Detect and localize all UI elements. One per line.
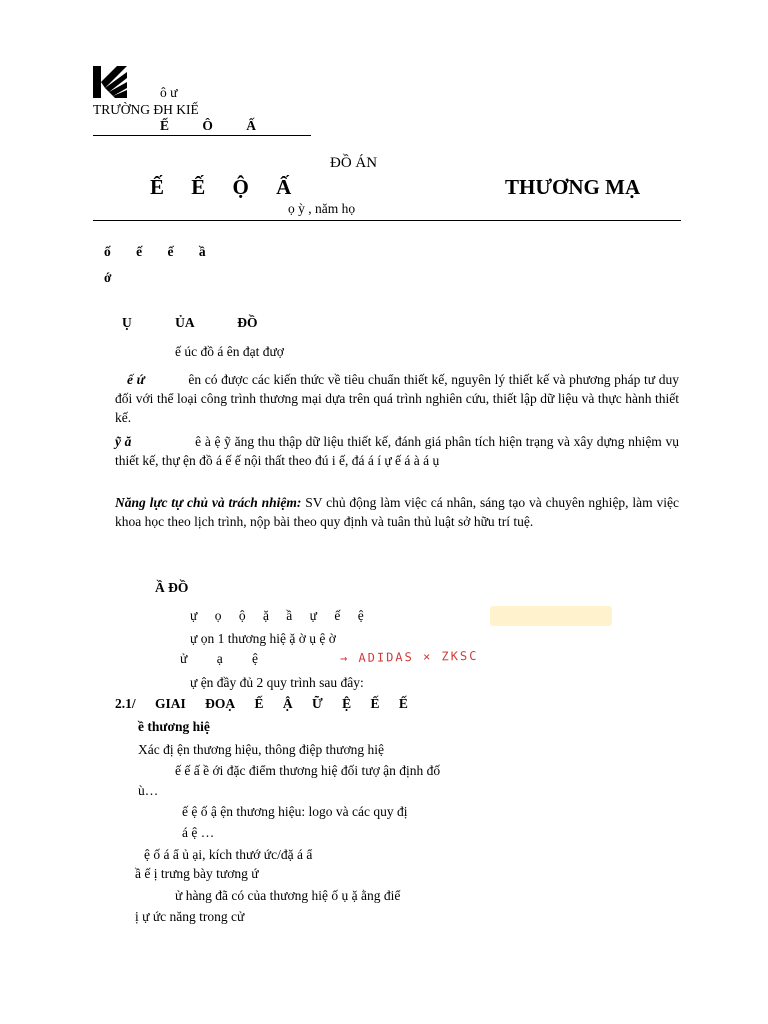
objectives-intro: ế úc đồ á ên đạt đượ [175,344,284,359]
content-line-2: ự ọn 1 thương hiệ ặ ờ ụ ệ ờ [190,631,336,646]
brand-para-5: á ệ … [182,825,215,840]
autonomy-text: SV chủ động làm việc cá nhân, sáng tạo và chuyên nghiệp, làm việc khoa học theo lịch trình, nộp bài theo quy định và tuân thủ luật sở hữu trí tuệ. [115,495,679,529]
autonomy-label: Năng lực tự chủ và trách nhiệm: [115,495,302,510]
knowledge-text: ên có được các kiến thức về tiêu chuẩn thiết kế, nguyên lý thiết kế và phương pháp tư duy đối với thể loại công trình thương mại dựa trên quá trình nghiên cứu, thiết lập dữ liệu và thực hành thiết kế. [115,372,679,425]
brand-para-6: ệ ố á ẩ ủ ại, kích thướ ức/đặ á ẩ [144,847,313,862]
section-objectives-heading: Ụ ỦA ĐỒ [122,315,258,330]
intro-line-2: ớ [104,270,112,285]
phase-heading: 2.1/ GIAI ĐOẠ Ế Ậ Ữ Ệ Ế Ế [115,696,408,711]
title-divider [93,220,681,221]
brand-para-3: ù… [138,783,159,798]
semester-line: ọ ỳ , năm họ [288,201,356,216]
handwritten-annotation: → ADIDAS × ZKSC [339,648,479,666]
brand-para-1: Xác đị ện thương hiệu, thông điệp thương hiệ [138,742,384,757]
knowledge-label: ế ứ [127,372,145,387]
objective-skills [115,432,679,470]
content-line-3: ử ạ ệ [180,651,259,666]
header-line-1: ô ư [160,85,178,100]
school-name: TRƯỜNG ĐH KIẾ [93,102,199,117]
intro-line-1: ố ế ế ầ [104,244,206,259]
department-name: Ế Ô Ấ [160,118,257,133]
objective-autonomy [115,493,679,531]
doc-main-title-right: THƯƠNG MẠ [505,175,641,199]
brand-para-9: ị ự ức năng trong cử [135,909,245,924]
section-content-heading: Ầ ĐỒ [155,580,189,595]
skills-label: ỹ ă [115,434,132,449]
brand-para-8: ử hàng đã có của thương hiệ ố ụ ặ ằng điể [175,888,401,903]
doc-type-title: ĐỒ ÁN [330,155,378,171]
header-divider [93,135,311,136]
brand-para-4: ế ệ ố ậ ện thương hiệu: logo và các quy đị [182,804,408,819]
brand-para-7: ầ ế ị trưng bày tương ứ [135,866,259,881]
content-line-4: ự ện đầy đủ 2 quy trình sau đây: [190,675,364,690]
university-logo-icon [93,66,127,98]
brand-para-2: ế ế ấ ề ới đặc điểm thương hiệ đối tượ ận định đố [175,763,441,778]
objective-knowledge [115,370,679,427]
brand-subheading: ề thương hiệ [138,719,210,734]
highlight-mark [490,606,612,626]
content-line-1: ự ọ ộ ặ ầ ự ế ệ [190,608,364,623]
doc-main-title-left: Ế Ế Ộ Ấ [150,175,292,199]
skills-text: ê à ệ ỹ ăng thu thập dữ liệu thiết kế, đánh giá phân tích hiện trạng và xây dựng nhiệm vụ thiết kế, thự ện đồ á ế ế nội thất theo đú i ế, đá á í ự ế á à á ụ [115,434,679,468]
